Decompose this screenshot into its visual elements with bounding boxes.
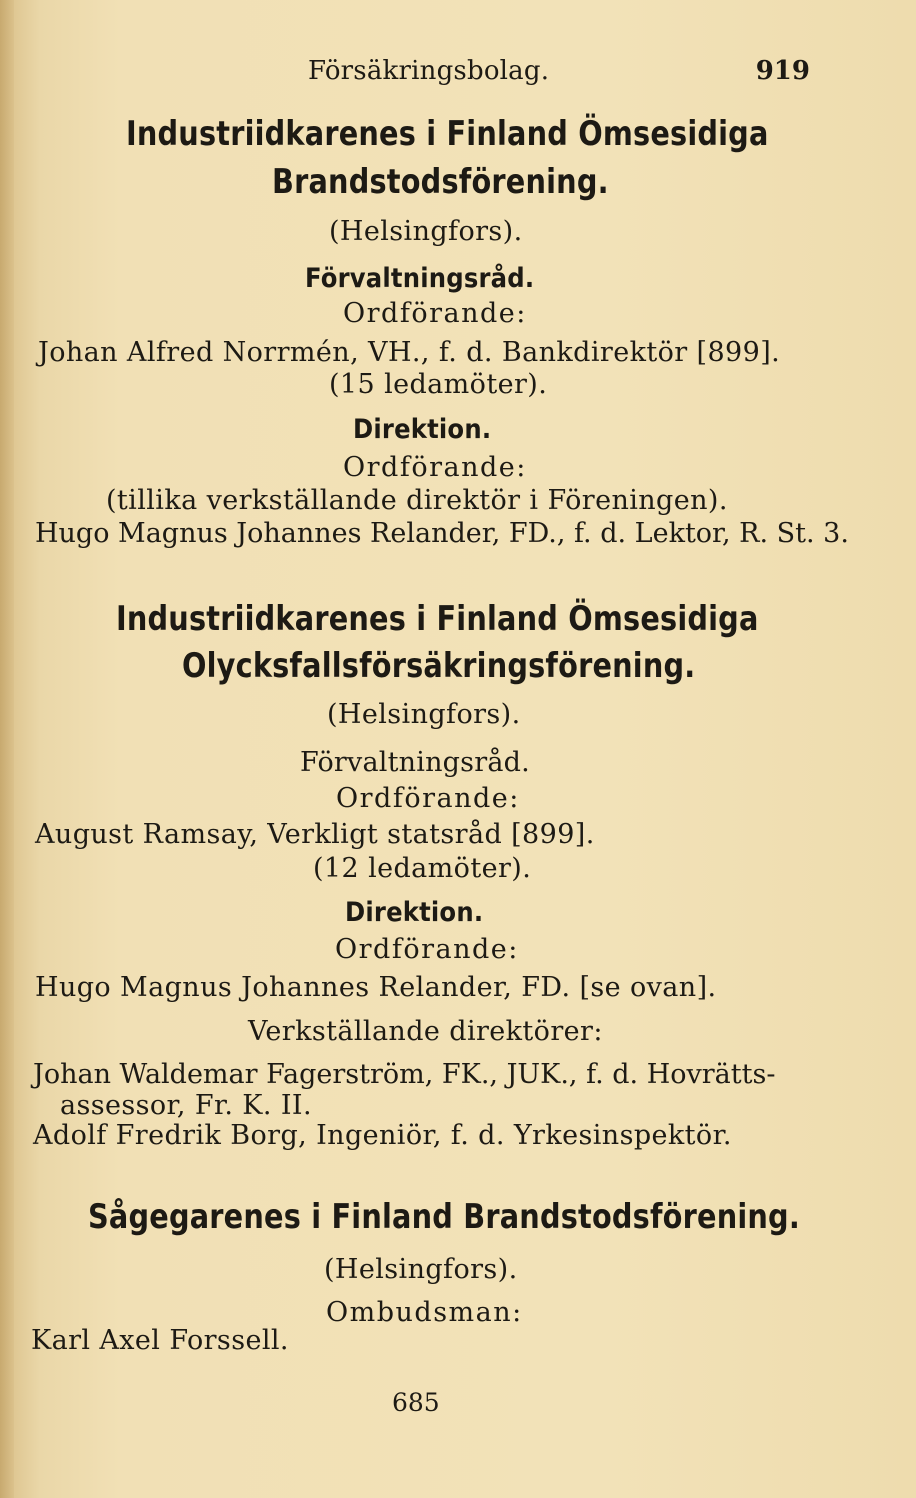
section-2-board-heading: Direktion.: [345, 897, 484, 928]
section-1-council-chair: Johan Alfred Norrmén, VH., f. d. Bankdirektör [899].: [38, 337, 781, 368]
section-2-directors-label: Verkställande direktörer:: [248, 1016, 603, 1047]
section-2-council-chair-label: Ordförande:: [336, 783, 520, 814]
section-1-location: (Helsingfors).: [329, 216, 523, 247]
section-2-council-chair: August Ramsay, Verkligt statsråd [899].: [35, 819, 595, 850]
section-2-title-line-2: Olycksfallsförsäkringsförening.: [182, 646, 696, 686]
section-1-title-line-1: Industriidkarenes i Finland Ömsesidiga: [126, 114, 769, 154]
section-2-council-heading: Förvaltningsråd.: [300, 747, 530, 778]
section-2-director-2: Adolf Fredrik Borg, Ingeniör, f. d. Yrkesinspektör.: [33, 1120, 732, 1151]
section-1-council-members: (15 ledamöter).: [329, 369, 548, 400]
section-1-council-chair-label: Ordförande:: [343, 298, 527, 329]
book-spine-shadow: [0, 0, 14, 1498]
section-3-ombudsman: Karl Axel Forssell.: [31, 1325, 289, 1356]
section-1-board-chair: Hugo Magnus Johannes Relander, FD., f. d. Lektor, R. St. 3.: [35, 518, 849, 549]
footer-number: 685: [392, 1388, 440, 1417]
section-3-ombudsman-label: Ombudsman:: [326, 1297, 523, 1328]
page-number: 919: [755, 56, 810, 86]
section-1-title-line-2: Brandstodsförening.: [272, 162, 609, 202]
section-2-board-chair-label: Ordförande:: [335, 934, 519, 965]
section-1-council-heading: Förvaltningsråd.: [305, 263, 535, 294]
section-2-director-1-line-2: assessor, Fr. K. II.: [60, 1090, 312, 1121]
section-3-title: Sågegarenes i Finland Brandstodsförening.: [88, 1197, 800, 1237]
running-head: Försäkringsbolag.: [308, 56, 550, 86]
section-1-board-heading: Direktion.: [353, 414, 492, 445]
section-2-location: (Helsingfors).: [327, 699, 521, 730]
section-2-council-members: (12 ledamöter).: [313, 853, 532, 884]
section-1-board-chair-note: (tillika verkställande direktör i Föreningen).: [106, 485, 728, 516]
section-2-director-1-line-1: Johan Waldemar Fagerström, FK., JUK., f. d. Hovrätts-: [33, 1059, 776, 1090]
section-3-location: (Helsingfors).: [324, 1254, 518, 1285]
section-1-board-chair-label: Ordförande:: [343, 452, 527, 483]
section-2-title-line-1: Industriidkarenes i Finland Ömsesidiga: [116, 599, 759, 639]
section-2-board-chair: Hugo Magnus Johannes Relander, FD. [se ovan].: [35, 972, 717, 1003]
